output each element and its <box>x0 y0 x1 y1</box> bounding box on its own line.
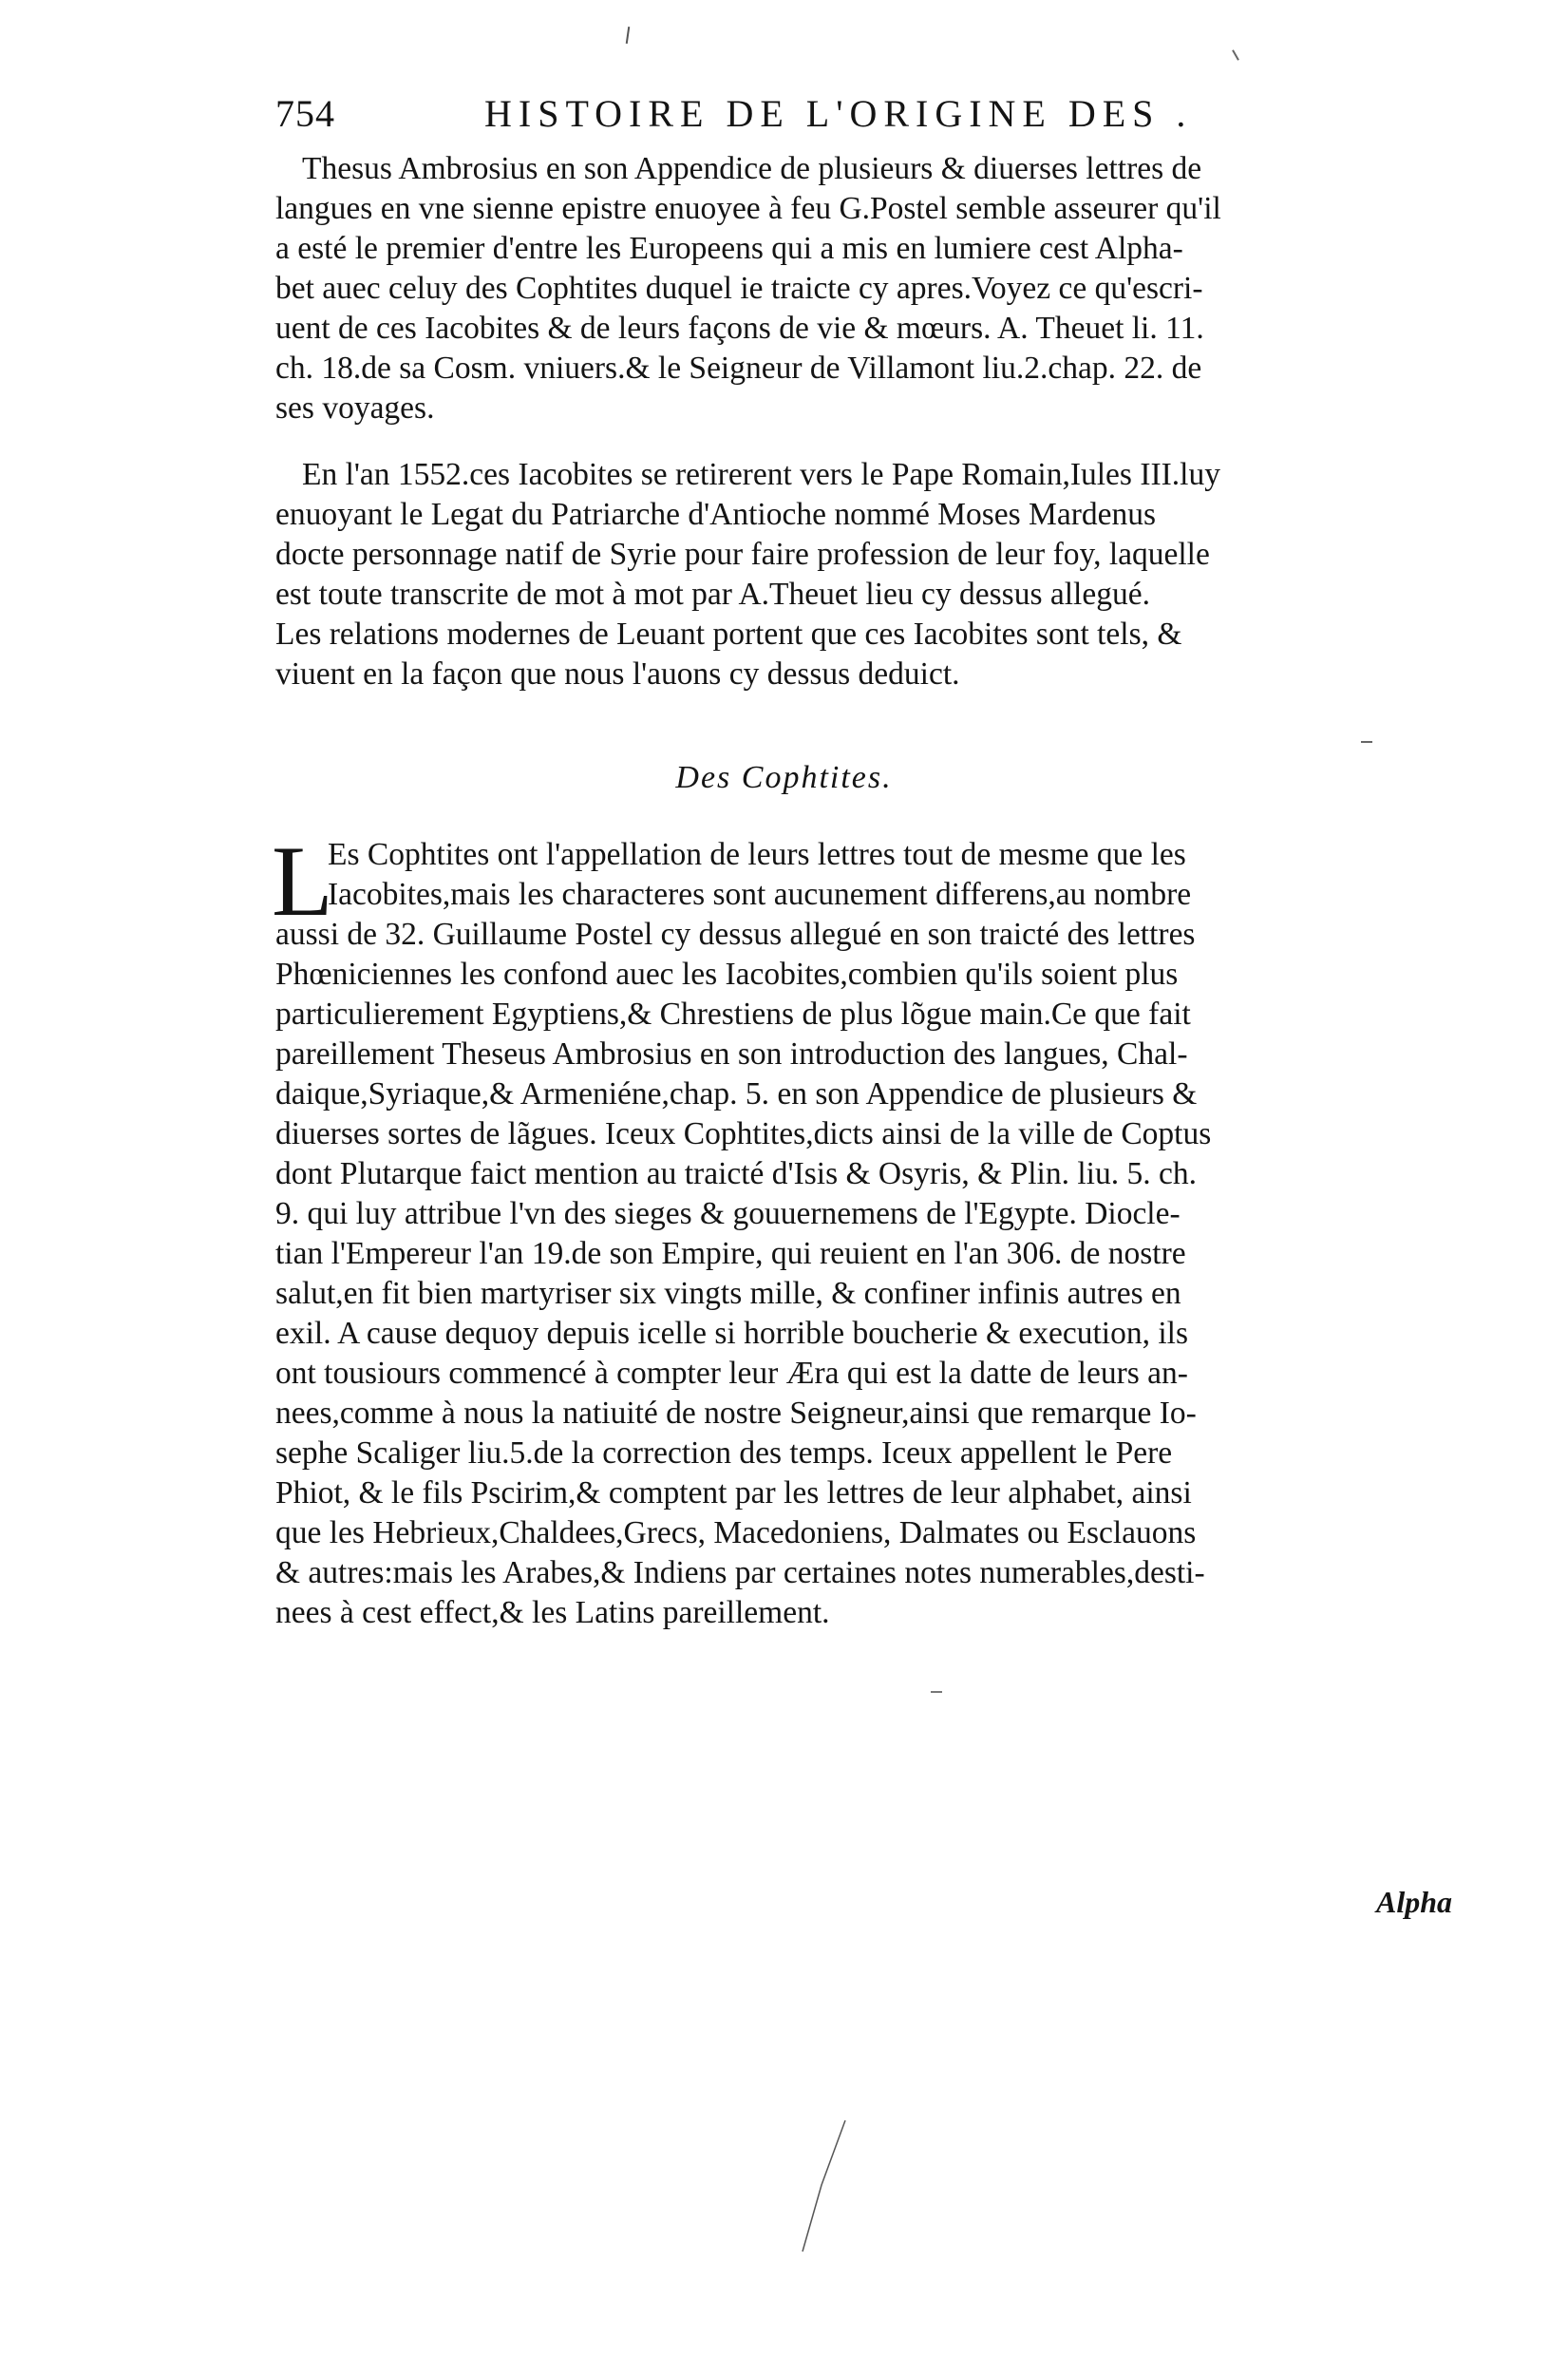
text-line: pareillement Theseus Ambrosius en son introduction des langues, Chal- <box>275 1036 1188 1072</box>
text-line: sephe Scaliger liu.5.de la correction des temps. Iceux appellent le Pere <box>275 1435 1173 1471</box>
text-line: Phiot, & le fils Pscirim,& comptent par les lettres de leur alphabet, ainsi <box>275 1475 1192 1510</box>
text-line: est toute transcrite de mot à mot par A.Theuet lieu cy dessus allegué. <box>275 577 1150 612</box>
text-line: ont tousiours commencé à compter leur Æra qui est la datte de leurs an- <box>275 1356 1188 1391</box>
text-line: enuoyant le Legat du Patriarche d'Antioche nommé Moses Mardenus <box>275 497 1157 532</box>
text-line: exil. A cause dequoy depuis icelle si horrible boucherie & execution, ils <box>275 1316 1188 1351</box>
section-body <box>275 835 1472 1633</box>
pen-stroke-mark <box>793 2118 850 2261</box>
text-line: a esté le premier d'entre les Europeens qui a mis en lumiere cest Alpha- <box>275 231 1183 266</box>
text-line: que les Hebrieux,Chaldees,Grecs, Macedoniens, Dalmates ou Esclauons <box>275 1515 1197 1550</box>
ink-speck <box>626 27 630 44</box>
text-line: ch. 18.de sa Cosm. vniuers.& le Seigneur de Villamont liu.2.chap. 22. de <box>275 351 1202 386</box>
text-line: bet auec celuy des Cophtites duquel ie traicte cy apres.Voyez ce qu'escri- <box>275 271 1203 306</box>
ink-speck <box>1361 741 1372 743</box>
section-heading: Des Cophtites. <box>675 760 893 795</box>
text-line: ses voyages. <box>275 390 435 426</box>
running-head <box>275 91 1330 148</box>
ink-speck <box>1232 49 1239 60</box>
text-line: Iacobites,mais les characteres sont aucunement differens,au nombre <box>328 877 1192 912</box>
text-line: aussi de 32. Guillaume Postel cy dessus allegué en son traicté des lettres <box>275 917 1196 952</box>
page-number: 754 <box>275 92 335 135</box>
ink-speck <box>931 1691 942 1693</box>
text-line: docte personnage natif de Syrie pour faire profession de leur foy, laquelle <box>275 537 1210 572</box>
text-line: tian l'Empereur l'an 19.de son Empire, qui reuient en l'an 306. de nostre <box>275 1236 1186 1271</box>
text-line: Es Cophtites ont l'appellation de leurs lettres tout de mesme que les <box>328 837 1186 872</box>
text-line: Les relations modernes de Leuant portent que ces Iacobites sont tels, & <box>275 617 1182 652</box>
text-line: 9. qui luy attribue l'vn des sieges & gouuernemens de l'Egypte. Diocle- <box>275 1196 1181 1231</box>
paragraph-2 <box>275 455 1472 694</box>
running-title: HISTOIRE DE L'ORIGINE DES . <box>484 92 1193 135</box>
text-line: salut,en fit bien martyriser six vingts mille, & confiner infinis autres en <box>275 1276 1181 1311</box>
catchword: Alpha <box>1375 1885 1452 1919</box>
text-line: & autres:mais les Arabes,& Indiens par certaines notes numerables,desti- <box>275 1555 1205 1590</box>
text-line: diuerses sortes de lãgues. Iceux Cophtites,dicts ainsi de la ville de Coptus <box>275 1116 1212 1151</box>
text-line: daique,Syriaque,& Armeniéne,chap. 5. en son Appendice de plusieurs & <box>275 1076 1198 1112</box>
text-line: particulierement Egyptiens,& Chrestiens de plus lõgue main.Ce que fait <box>275 997 1191 1032</box>
text-line: uent de ces Iacobites & de leurs façons de vie & mœurs. A. Theuet li. 11. <box>275 311 1204 346</box>
text-line: Thesus Ambrosius en son Appendice de plusieurs & diuerses lettres de <box>302 151 1202 186</box>
drop-cap: L <box>272 826 333 937</box>
text-line: langues en vne sienne epistre enuoyee à feu G.Postel semble asseurer qu'il <box>275 191 1221 226</box>
text-line: nees à cest effect,& les Latins pareillement. <box>275 1595 830 1630</box>
text-line: En l'an 1552.ces Iacobites se retirerent vers le Pape Romain,Iules III.luy <box>302 457 1220 492</box>
text-line: viuent en la façon que nous l'auons cy dessus deduict. <box>275 656 960 692</box>
text-line: nees,comme à nous la natiuité de nostre Seigneur,ainsi que remarque Io- <box>275 1396 1197 1431</box>
text-line: Phœniciennes les confond auec les Iacobites,combien qu'ils soient plus <box>275 957 1179 992</box>
paragraph-1 <box>275 149 1472 428</box>
text-line: dont Plutarque faict mention au traicté d'Isis & Osyris, & Plin. liu. 5. ch. <box>275 1156 1197 1191</box>
